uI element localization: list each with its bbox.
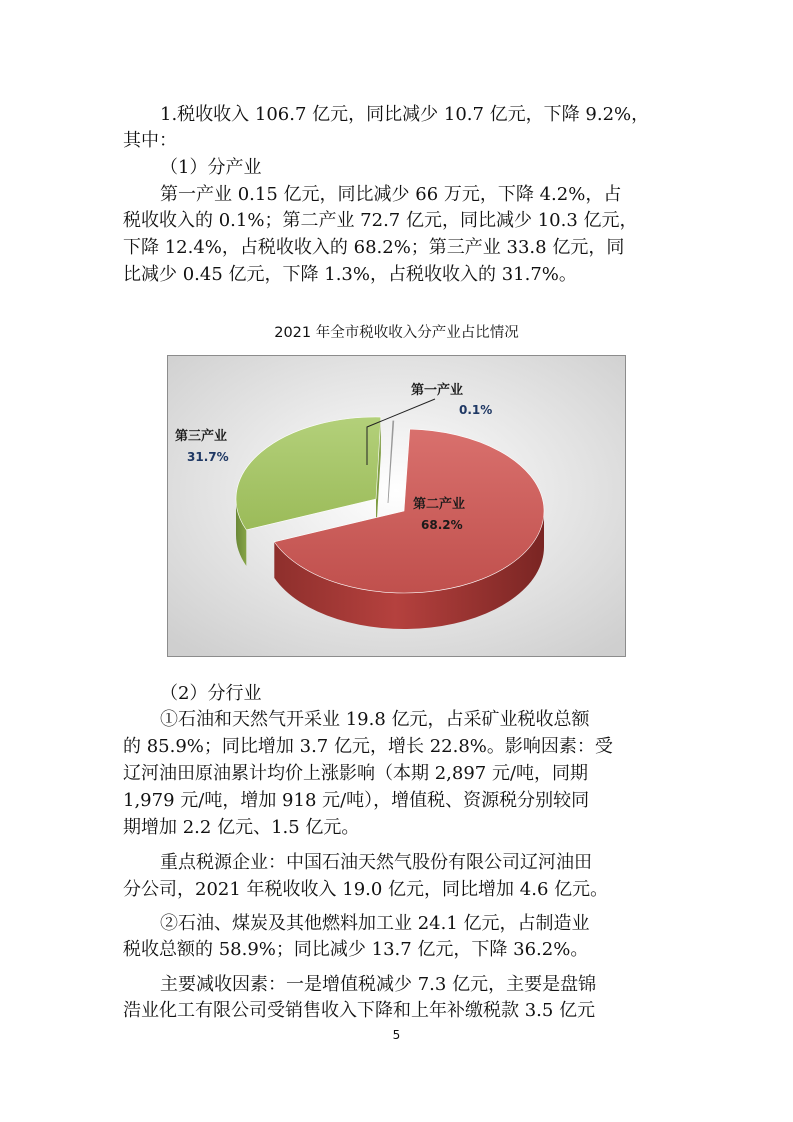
text-line: ①石油和天然气开采业 19.8 亿元，占采矿业税收总额 <box>160 709 590 730</box>
chart-title: 2021 年全市税收收入分产业占比情况 <box>274 325 519 341</box>
pie-chart-frame <box>167 355 626 657</box>
label-tertiary-industry-value: 31.7% <box>187 450 229 464</box>
subsection-title-sector: （2）分行业 <box>160 683 262 704</box>
text-line: ②石油、煤炭及其他燃料加工业 24.1 亿元，占制造业 <box>160 913 590 934</box>
text-line: 比减少 0.45 亿元，下降 1.3%，占税收收入的 31.7%。 <box>123 264 577 285</box>
label-secondary-industry-value: 68.2% <box>421 518 463 532</box>
text-line: 的 85.9%；同比增加 3.7 亿元，增长 22.8%。影响因素：受 <box>123 736 613 757</box>
text-line: 期增加 2.2 亿元、1.5 亿元。 <box>123 817 360 838</box>
label-primary-industry: 第一产业 <box>411 383 464 398</box>
text-line: 主要减收因素：一是增值税减少 7.3 亿元，主要是盘锦 <box>160 974 597 995</box>
text-line: 1,979 元/吨，增加 918 元/吨），增值税、资源税分别较同 <box>123 790 590 811</box>
text-line: 税收收入的 0.1%；第二产业 72.7 亿元，同比减少 10.3 亿元， <box>123 210 638 231</box>
text-line: 重点税源企业：中国石油天然气股份有限公司辽河油田 <box>160 852 592 873</box>
section-heading-line-2: 其中： <box>123 130 177 151</box>
label-secondary-industry: 第二产业 <box>413 497 466 512</box>
text-line: 浩业化工有限公司受销售收入下降和上年补缴税款 3.5 亿元 <box>123 1000 596 1021</box>
label-primary-industry-value: 0.1% <box>459 403 493 417</box>
section-heading-line-1: 1.税收收入 106.7 亿元，同比减少 10.7 亿元，下降 9.2%， <box>160 104 650 125</box>
text-line: 第一产业 0.15 亿元，同比减少 66 万元，下降 4.2%，占 <box>160 184 622 205</box>
page-number: 5 <box>392 1028 401 1042</box>
subsection-title-industry: （1）分产业 <box>160 157 262 178</box>
text-line: 税收总额的 58.9%；同比减少 13.7 亿元，下降 36.2%。 <box>123 939 589 960</box>
pie-chart <box>167 355 626 657</box>
text-line: 辽河油田原油累计均价上涨影响（本期 2,897 元/吨，同期 <box>123 763 589 784</box>
text-line: 下降 12.4%，占税收收入的 68.2%；第三产业 33.8 亿元，同 <box>123 237 625 258</box>
label-tertiary-industry: 第三产业 <box>175 429 228 444</box>
text-line: 分公司，2021 年税收收入 19.0 亿元，同比增加 4.6 亿元。 <box>123 879 609 900</box>
